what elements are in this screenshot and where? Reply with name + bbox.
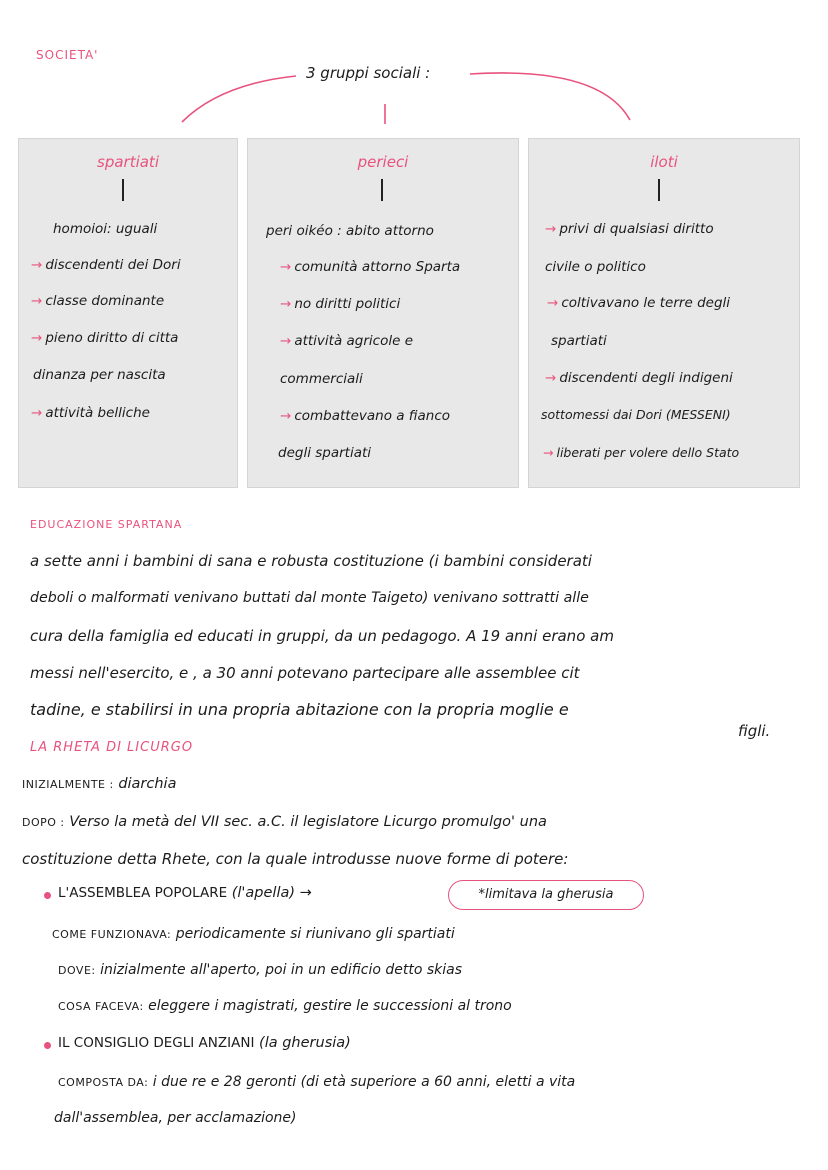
group-line: → discendenti degli indigeni (545, 370, 733, 386)
society-title: SOCIETA' (36, 48, 99, 62)
group-heading: perieci (357, 153, 409, 171)
group-line: spartiati (551, 333, 607, 349)
arrow-icon: → (280, 259, 292, 275)
arrow-icon: → (299, 885, 312, 901)
arrow-icon: → (280, 296, 292, 312)
group-line: → attività belliche (31, 405, 150, 421)
council-composed: COMPOSTA DA: i due re e 28 geronti (di età superiore a 60 anni, eletti a vita (58, 1074, 576, 1090)
group-line: → combattevano a fianco (280, 408, 451, 424)
education-line: a sette anni i bambini di sana e robusta costituzione (i bambini considerati (30, 552, 592, 570)
assembly-what: COSA FACEVA: eleggere i magistrati, gestire le successioni al trono (58, 998, 512, 1014)
group-line: → attività agricole e (280, 333, 413, 349)
arrow-icon: → (547, 295, 559, 311)
council-composed-continued: dall'assemblea, per acclamazione) (54, 1110, 297, 1126)
group-box-iloti (528, 138, 800, 488)
social-groups-label: 3 gruppi sociali : (306, 64, 431, 82)
group-line: → no diritti politici (280, 296, 401, 312)
arrow-icon: → (31, 405, 43, 421)
group-line: degli spartiati (278, 445, 372, 461)
assembly-note: *limitava la gherusia (448, 880, 644, 910)
group-line: → privi di qualsiasi diritto (545, 221, 714, 237)
initially-row: INIZIALMENTE : diarchia (22, 776, 177, 792)
group-line: → liberati per volere dello Stato (543, 445, 740, 460)
group-line: sottomessi dai Dori (MESSENI) (541, 407, 731, 422)
education-line: tadine, e stabilirsi in una propria abitazione con la propria moglie e (30, 700, 569, 719)
education-line: figli. (738, 722, 771, 740)
group-heading: iloti (650, 153, 678, 171)
arrow-icon: → (31, 293, 43, 309)
stem-line (381, 179, 383, 201)
group-line: → coltivavano le terre degli (547, 295, 731, 311)
stem-line (658, 179, 660, 201)
group-line: commerciali (280, 371, 363, 387)
group-box-spartiati (18, 138, 238, 488)
education-title: EDUCAZIONE SPARTANA (30, 518, 183, 531)
assembly-heading: L'ASSEMBLEA POPOLARE (l'apella) → (58, 885, 312, 901)
arrow-icon: → (545, 370, 557, 386)
arrow-icon: → (545, 221, 557, 237)
arrow-icon: → (31, 330, 43, 346)
education-line: deboli o malformati venivano buttati dal monte Taigeto) venivano sottratti alle (30, 590, 589, 606)
group-line: dinanza per nascita (33, 367, 166, 383)
group-line: homoioi: uguali (53, 221, 158, 237)
arrow-icon: → (543, 445, 554, 460)
group-line: → comunità attorno Sparta (280, 259, 461, 275)
after-row: DOPO : Verso la metà del VII sec. a.C. il legislatore Licurgo promulgo' una (22, 814, 547, 830)
arrow-icon: → (31, 257, 43, 273)
bullet-icon (44, 1042, 51, 1049)
stem-line (122, 179, 124, 201)
after-row-continued: costituzione detta Rhete, con la quale introdusse nuove forme di potere: (22, 850, 569, 868)
arrow-icon: → (280, 333, 292, 349)
group-line: → discendenti dei Dori (31, 257, 181, 273)
group-box-perieci (247, 138, 519, 488)
group-line: civile o politico (545, 259, 646, 275)
council-heading: IL CONSIGLIO DEGLI ANZIANI (la gherusia) (58, 1035, 351, 1051)
group-line: → classe dominante (31, 293, 165, 309)
group-line: peri oikéo : abito attorno (266, 223, 434, 239)
education-line: messi nell'esercito, e , a 30 anni potevano partecipare alle assemblee cit (30, 664, 580, 682)
bullet-icon (44, 892, 51, 899)
assembly-where: DOVE: inizialmente all'aperto, poi in un edificio detto skias (58, 962, 463, 978)
assembly-how: COME FUNZIONAVA: periodicamente si riunivano gli spartiati (52, 926, 455, 942)
rheta-title: LA RHETA DI LICURGO (30, 740, 194, 755)
group-heading: spartiati (97, 153, 159, 171)
education-line: cura della famiglia ed educati in gruppi, da un pedagogo. A 19 anni erano am (30, 627, 614, 645)
arrow-icon: → (280, 408, 292, 424)
group-line: → pieno diritto di citta (31, 330, 179, 346)
